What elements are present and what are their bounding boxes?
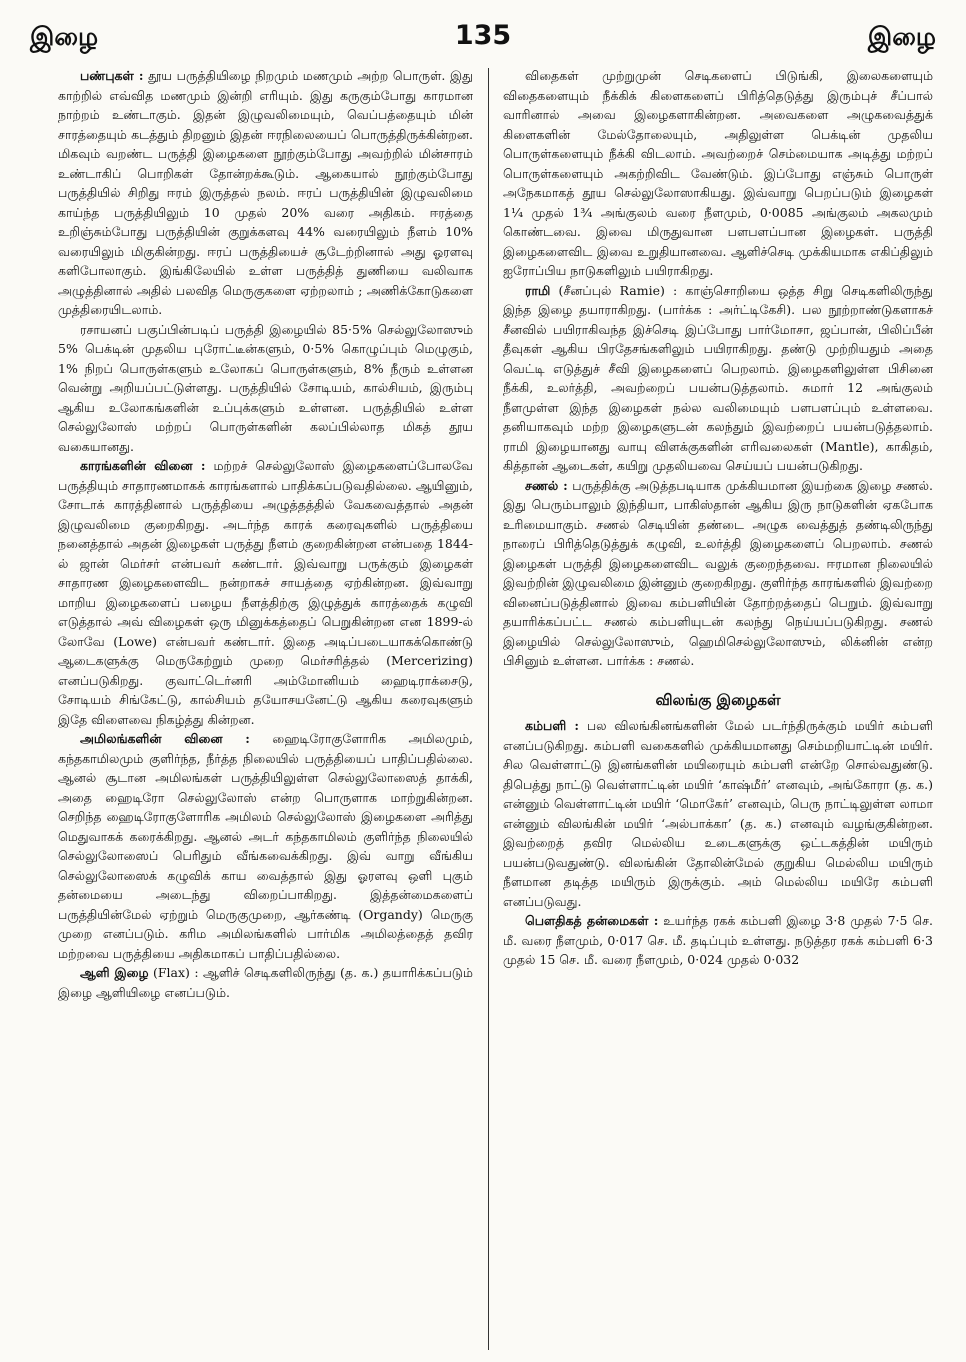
paragraph [503,66,933,281]
paragraph-text: ஹைடிரோகுளோரிக அமிலமும், கந்தகாமிலமும் குளிர்ந்த, நீர்த்த நிலையில் பருத்தியைப் பாதிப்பதில்லை. ஆனல் சூடான அமிலங்கள் பருத்தியிலுள்ள செல்லுலோஸைத் தாக்கி, அதை ஹைடிரோ செல்லுலோஸ் என்ற பொருளாக மாற்றுகின்றன. செறிந்த ஹைடிரோகுளோரிக அமிலம் செல்லுலோஸ் இழைகளை அரித்து மெதுவாகக் கரைக்கிறது. ஆனல் அடர் கந்தகாமிலம் குளிர்ந்த நிலையில் செல்லுலோஸைப் பெரிதும் வீங்கவைக்கிறது. இவ் வாறு வீங்கிய செல்லுலோஸைக் கழுவிக் காய வைத்தால் இது ஓரளவு ஒளி புகும் தன்மையை அடைந்து விறைப்பாகிறது. இத்தன்மைகளைப் பருத்தியின்மேல் ஏற்றும் மெருகுமுறை, ஆர்கண்டி (Organdy) மெருகு முறை எனப்படும். கரிம அமிலங்களில் பார்மிக அமிலத்தைத் தவிர மற்றவை பருத்தியை அதிகமாகப் பாதிப்பதில்லை. [58,731,473,961]
paragraph [58,729,473,963]
paragraph [58,320,473,457]
paragraph-term: ஆளி இழை [80,965,149,980]
paragraph-text: ரசாயனப் பகுப்பின்படிப் பருத்தி இழையில் 85·5% செல்லுலோஸும் 5% பெக்டின் முதலிய புரோட்டீன்களும், 0·5% கொழுப்பும் மெழுகும், 1% நிறப் பொருள்களும் உலோகப் பொருள்களும், 8% நீரும் உள்ளன வென்று அறியப்பட்டுள்ளது. பருத்தியில் சோடியம், கால்சியம், இரும்பு ஆகிய உலோகங்களின் உப்புக்களும் உள்ளன. பருத்தியில் உள்ள செல்லுலோஸ் மற்றப் பொருள்களின் கலப்பில்லாத மிகத் தூய வகையானது. [58,321,473,454]
paragraph-term: அமிலங்களின் வினை : [80,731,250,746]
paragraph-term: பண்புகள் : [80,68,144,83]
paragraph-term: காரங்களின் வினை : [80,458,206,473]
paragraph-text: விதைகள் முற்றுமுன் செடிகளைப் பிடுங்கி, இலைகளையும் விதைகளையும் நீக்கிக் கிளைகளைப் பிரித்தெடுத்து இரும்புச் சீப்பால் வாரினால் அவை இழைகளாகின்றன. அவைகளை அழுகவைத்துக் கிளைகளின் மேல்தோலையும், அதிலுள்ள பெக்டின் முதலிய பொருள்களையும் நீக்கி விடலாம். அவற்றைச் செம்மையாக அடித்து மற்றப் பொருள்களையும் அகற்றிவிட வேண்டும். இப்போது எஞ்சும் பொருள் அநேகமாகத் தூய செல்லுலோஸாகியது. இவ்வாறு பெறப்படும் இழைகள் 1¼ முதல் 1¾ அங்குலம் வரை நீளமும், 0·0085 அங்குலம் அகலமும் கொண்டவை. இவை மிருதுவான பளபளப்பான இழைகள். பருத்தி இழைகளைவிட இவை உறுதியானவை. ஆளிச்செடி முக்கியமாக எகிப்திலும் ஐரோப்பிய நாடுகளிலும் பயிராகிறது. [503,68,933,278]
paragraph [58,963,473,1002]
paragraph [503,476,933,671]
paragraph-term: சணல் : [525,477,568,493]
paragraph-term: கம்பளி : [525,718,579,733]
paragraph [58,66,473,320]
right-column [503,66,933,1356]
paragraph-text: தூய பருத்தியிழை நிறமும் மணமும் அற்ற பொருள். இது காற்றில் எவ்வித மணமும் இன்றி எரியும். இது கருகும்போது காரமான நாற்றம் உண்டாகும். இதன் இழுவலிமையும், வெப்பத்தையும் மின் சாரத்தையும் கடத்தும் திறனும் இதன் ஈரநிலையைப் பொருத்திருக்கின்றன. மிகவும் வறண்ட பருத்தி இழைகளை நூற்கும்போது அவற்றில் மின்சாரம் உண்டாகிப் பொறிகள் தோன்றக்கூடும். ஆகையால் நூற்கும்போது பருத்தியில் சிறிது ஈரம் இருத்தல் நலம். ஈரப் பருத்தியின் இழுவலிமை காய்ந்த பருத்தியிலும் 10 முதல் 20% வரை அதிகம். ஈரத்தை உறிஞ்சும்போது பருத்தியின் குறுக்களவு 44% வரையிலும் நீளம் 10% வரையிலும் மிகுகின்றது. ஈரப் பருத்தியைச் சூடேற்றினால் அது ஓரளவு களிபோலாகும். இங்கிலேயில் உள்ள பருத்தித் துணியை வலிவாக அழுத்தினால் அதில் பலவித மெருகுகளை ஏற்றலாம் ; அணிக்கோடுகளை முத்திரையிடலாம். [58,68,473,317]
paragraph-text: பல விலங்கினங்களின் மேல் படர்ந்திருக்கும் மயிர் கம்பளி எனப்படுகிறது. கம்பளி வகைகளில் முக்கியமானது செம்மறியாட்டின் மயிர். சில வெள்ளாட்டு இனங்களின் மயிரையும் கம்பளி என்றே சொல்வதுண்டு. திபெத்து நாட்டு வெள்ளாட்டின் மயிர் ‘காஷ்மீர்’ எனவும், அங்கோரா (த. க.) என்னும் வெள்ளாட்டின் மயிர் ‘மொகேர்’ எனவும், பெரு நாட்டிலுள்ள லாமா என்னும் விலங்கின் மயிர் ‘அல்பாக்கா’ (த. க.) எனவும் வழங்குகின்றன. இவற்றைத் தவிர மெல்லிய உடைகளுக்கு ஒட்டகத்தின் மயிரும் பயன்படுவதுண்டு. விலங்கின் தோலின்மேல் குறுகிய மெல்லிய மயிரும் நீளமான தடித்த மயிரும் இருக்கும். அம் மெல்லிய மயிரே கம்பளி எனப்படுவது. [503,718,933,909]
paragraph-text: பருத்திக்கு அடுத்தபடியாக முக்கியமான இயற்கை இழை சணல். இது பெரும்பாலும் இந்தியா, பாகிஸ்தான் ஆகிய இரு நாடுகளின் ஏகபோக உரிமையாகும். சணல் செடியின் தண்டை அழுக வைத்துத் தண்டிலிருந்து நாரைப் பிரித்தெடுத்துக் கழுவி, உலர்த்தி இழைகளைப் பெறலாம். சணல் இழைகள் பருத்தி இழைகளைவிட வலுக் குறைந்தவை. ஈரமான நிலையில் இவற்றின் இழுவலிமை இன்னும் குறைகிறது. குளிர்ந்த காரங்களில் இவற்றை வினைப்படுத்தினால் இவை கம்பளியின் தோற்றத்தைப் பெறும். இவ்வாறு தயாரிக்கப்பட்ட சணல் கம்பளியுடன் கலந்து நெய்யப்படுகிறது. சணல் இழையில் செல்லுலோஸும், ஹெமிசெல்லுலோஸும், லிக்னின் என்ற பிசினும் உள்ளன. பார்க்க : சணல். [503,477,933,668]
paragraph-text: (Flax) : ஆளிச் செடிகளிலிருந்து (த. க.) தயாரிக்கப்படும் இழை ஆளியிழை எனப்படும். [58,965,473,1000]
paragraph-text: (சீனப்புல் Ramie) : காஞ்சொறியை ஒத்த சிறு செடிகளிலிருந்து இந்த இழை தயாராகிறது. (பார்க்க : அர்ட்டிகேசி). பல நூற்றாண்டுகளாகச் சீனவில் பயிராகிவந்த இச்செடி இப்போது பார்மோசா, ஜப்பான், பிலிப்பீன் தீவுகள் ஆகிய பிரதேசங்களிலும் பயிராகிறது. தண்டு முற்றியதும் அதை வெட்டி எடுத்துச் சீவி இழைகளைப் பெறலாம். இழைகளிலுள்ள பிசினை நீக்கி, உலர்த்தி, அவற்றைப் பயன்படுத்தலாம். சுமார் 12 அங்குலம் நீளமுள்ள இந்த இழைகள் நல்ல வலிமையும் பளபளப்பும் உள்ளவை. தனியாகவும் மற்ற இழைகளுடன் கலந்தும் இவற்றைப் பயன்படுத்தலாம். ராமி இழையானது வாயு விளக்குகளின் எரிவலைகள் (Mantle), காகிதம், கித்தான் ஆடைகள், கயிறு முதலியவை செய்யப் பயன்படுகிறது. [503,282,933,473]
paragraph [58,456,473,729]
paragraph-text: உயர்ந்த ரகக் கம்பளி இழை 3·8 முதல் 7·5 செ. மீ. வரை நீளமும், 0·017 செ. மீ. தடிப்பும் உள்ளது. நடுத்தர ரகக் கம்பளி 6·3 முதல் 15 செ. மீ. வரை நீளமும், 0·024 முதல் 0·032 [503,913,933,967]
page-number: 135 [454,20,512,51]
paragraph [503,281,933,476]
header-right-word: இழை [867,22,936,51]
paragraph-text: மற்றச் செல்லுலோஸ் இழைகளைப்போலவே பருத்தியும் சாதாரணமாகக் காரங்களால் பாதிக்கப்படுவதில்லை. ஆயினும், சோடாக் காரத்தினால் பருத்தியை அழுத்தத்தில் வேகவைத்தால் அதன் இழுவலிமை குறைகிறது. அடர்ந்த காரக் கரைவுகளில் பருத்தியை நனைத்தால் அதன் இழைகள் பருத்து நீளம் குறைகின்றன என்பதை 1844-ல் ஜான் மெர்சர் என்பவர் கண்டார். இவ்வாறு பருக்கும் இழைகள் சாதாரண இழைகளைவிட நன்றாகச் சாயத்தை ஏற்கின்றன. இவ்வாறு மாறிய இழைகளைப் பழைய நீளத்திற்கு இழுத்துக் காரத்தைக் கழுவி எடுத்தால் அவ் விழைகள் ஒரு மினுக்கத்தைப் பெறுகின்றன என 1899-ல் லோவே (Lowe) என்பவர் கண்டார். இதை அடிப்படையாகக்கொண்டு ஆடைகளுக்கு மெருகேற்றும் முறை மெர்சரித்தல் (Mercerizing) எனப்படுகிறது. குவாட்டெர்னரி அம்மோனியம் ஹைடிராக்சைடு, சோடியம் சிங்கேட்டு, கால்சியம் தயோசயனேட்டு ஆகிய கரைவுகளும் இதே விளைவை நிகழ்த்து கின்றன. [58,458,473,727]
paragraph [503,716,933,911]
header-left-word: இழை [30,22,99,51]
left-column [58,66,473,1356]
running-header [0,20,966,60]
paragraph-term: ராமி [525,282,551,298]
section-heading: விலங்கு இழைகள் [655,690,781,709]
paragraph-term: பௌதிகத் தன்மைகள் : [525,913,659,928]
paragraph [503,911,933,970]
column-divider [488,68,489,1350]
